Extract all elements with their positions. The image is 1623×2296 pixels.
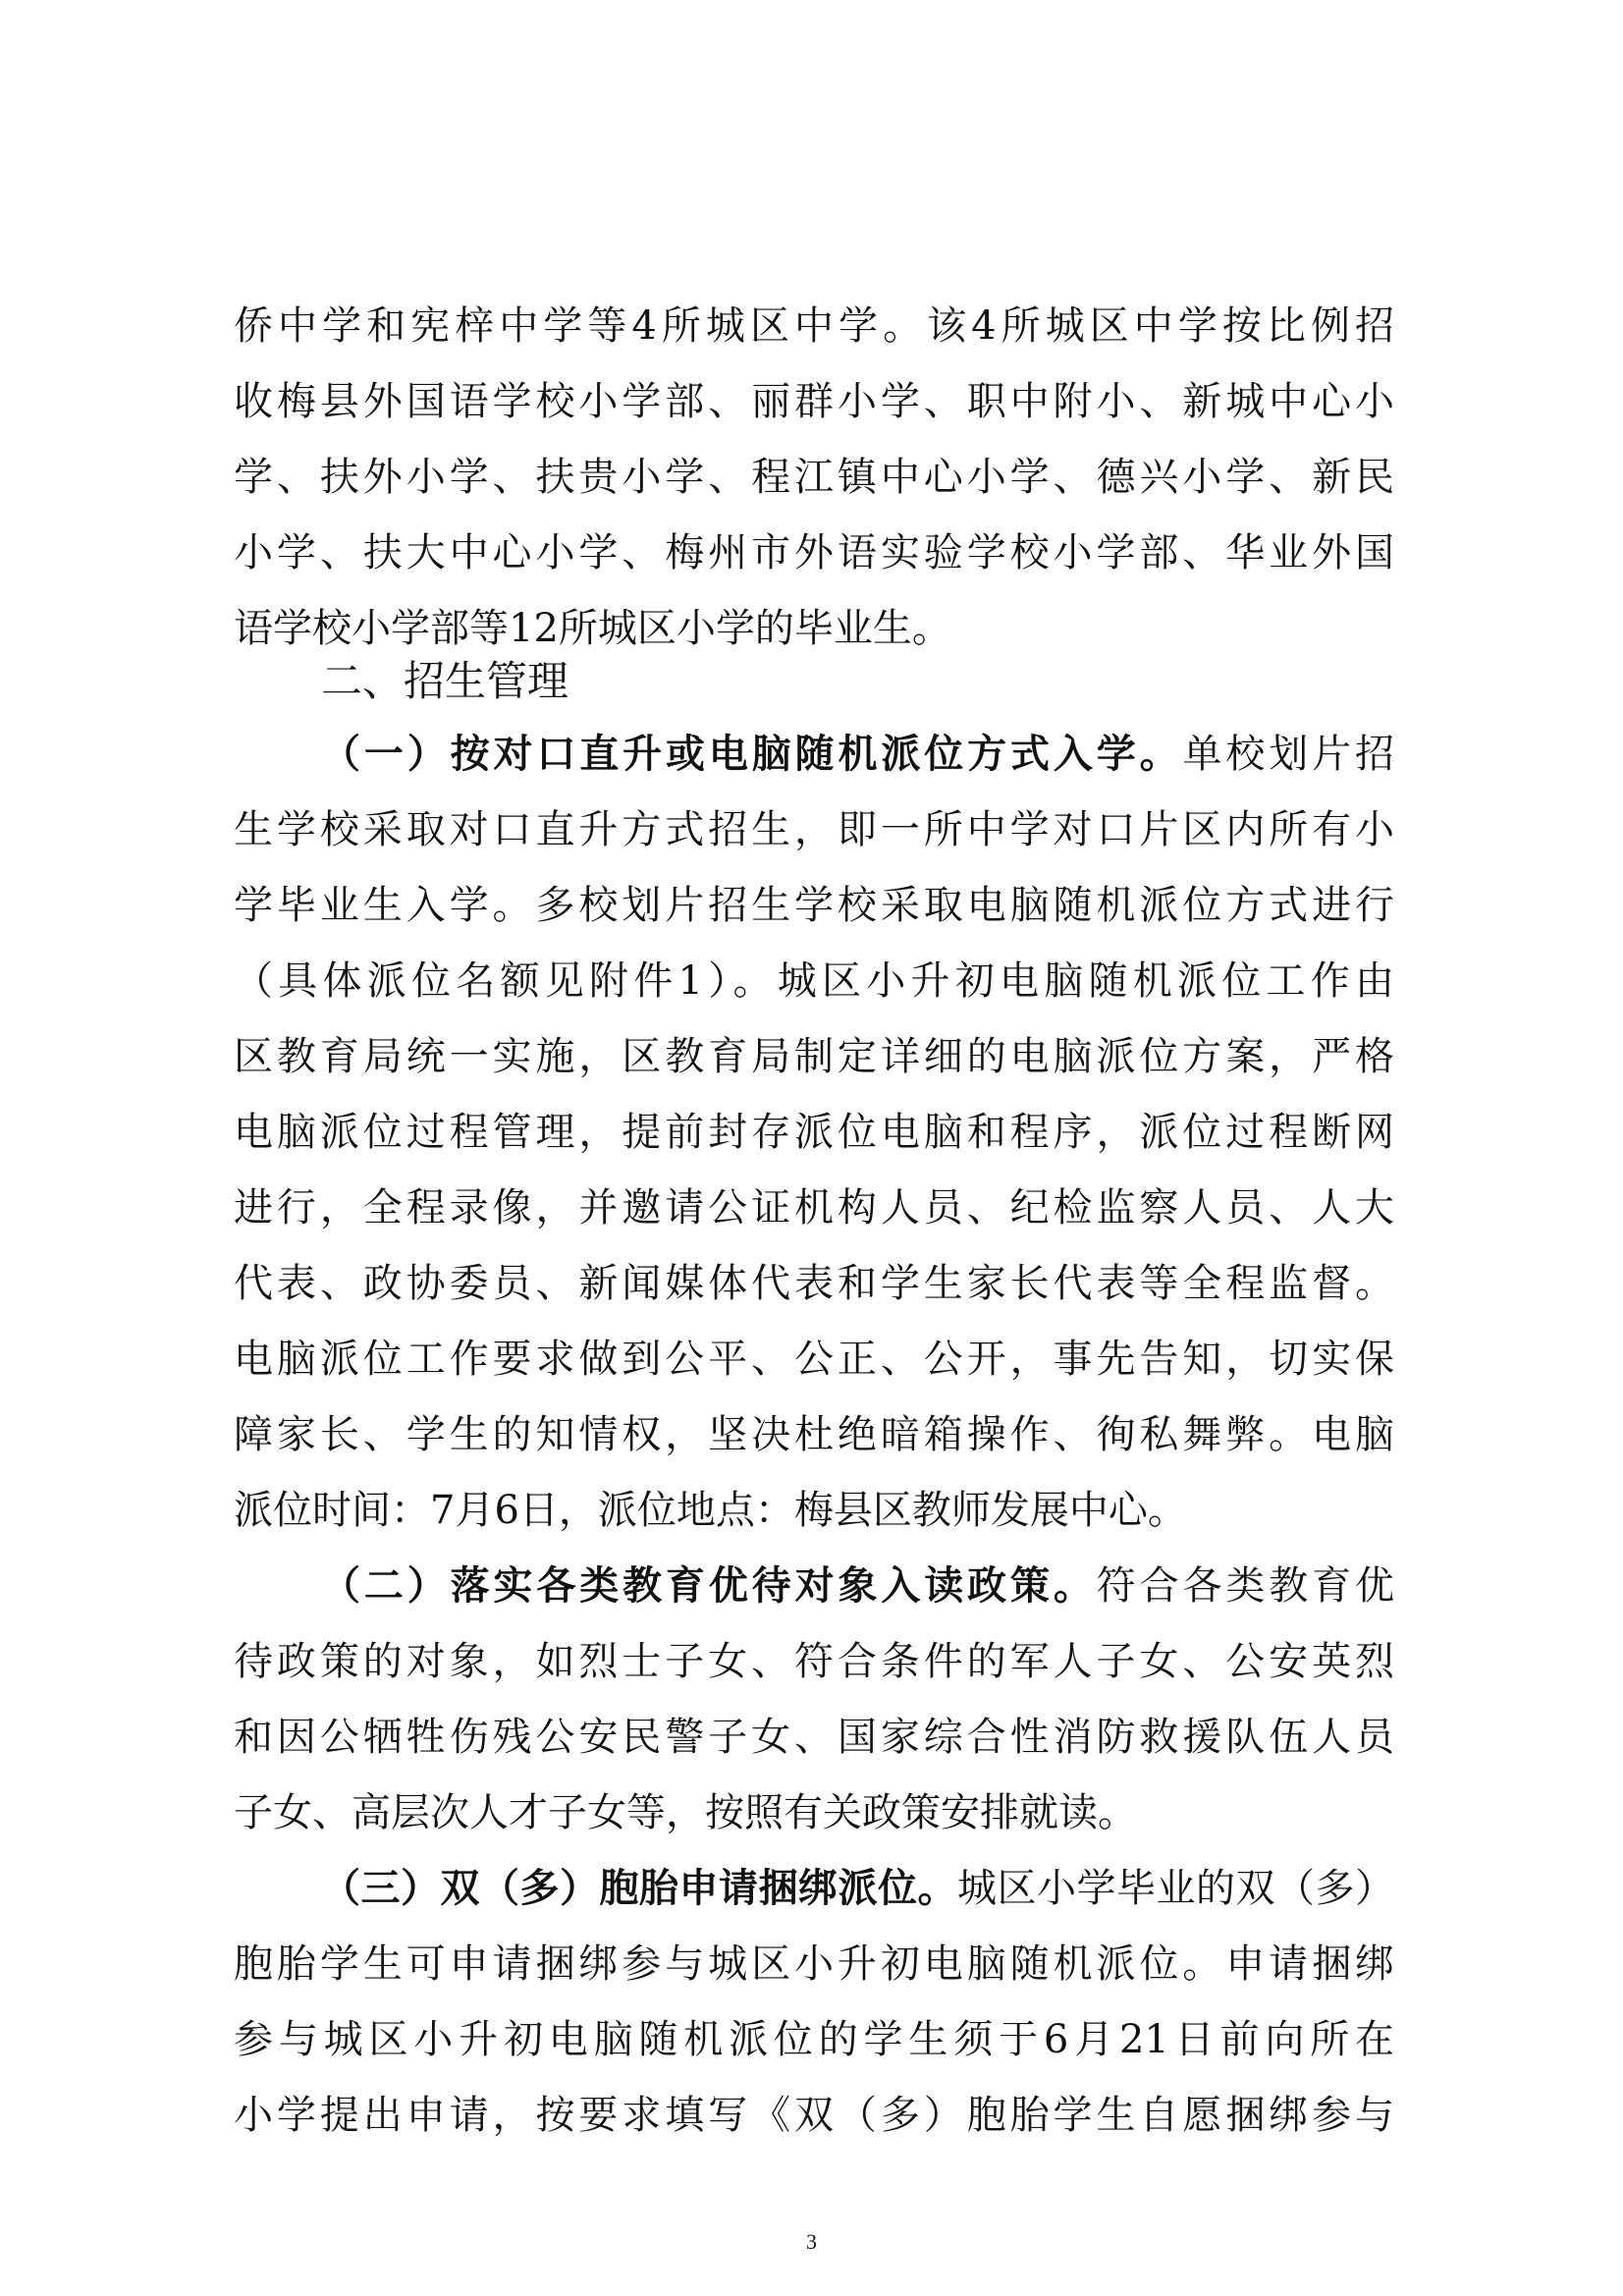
item1-line: 生学校采取对口直升方式招生，即一所中学对口片区内所有小	[234, 807, 1394, 852]
item1-line: 派位时间：7月6日，派位地点：梅县区教师发展中心。	[234, 1488, 1187, 1533]
item1-line: 进行，全程录像，并邀请公证机构人员、纪检监察人员、人大	[234, 1185, 1394, 1230]
item1-line: 代表、政协委员、新闻媒体代表和学生家长代表等全程监督。	[234, 1261, 1394, 1306]
item3-line: 小学提出申请，按要求填写《双（多）胞胎学生自愿捆绑参与	[234, 2093, 1394, 2138]
intro-line-1: 侨中学和宪梓中学等4所城区中学。该4所城区中学按比例招	[234, 303, 1394, 349]
intro-line-2: 收梅县外国语学校小学部、丽群小学、职中附小、新城中心小	[234, 379, 1394, 424]
item3-first-text: 城区小学毕业的双（多）	[957, 1866, 1394, 1911]
item3-line: 胞胎学生可申请捆绑参与城区小升初电脑随机派位。申请捆绑	[234, 1941, 1394, 1987]
item2-line: 子女、高层次人才子女等，按照有关政策安排就读。	[234, 1790, 1137, 1835]
item2-first-text: 符合各类教育优	[1096, 1563, 1394, 1609]
item1-line: （具体派位名额见附件1）。城区小升初电脑随机派位工作由	[234, 958, 1394, 1004]
item1-line: 电脑派位工作要求做到公平、公正、公开，事先告知，切实保	[234, 1337, 1394, 1382]
item2-line: 待政策的对象，如烈士子女、符合条件的军人子女、公安英烈	[234, 1639, 1394, 1684]
intro-line-5: 语学校小学部等12所城区小学的毕业生。	[234, 606, 951, 651]
item1-line: 电脑派位过程管理，提前封存派位电脑和程序，派位过程断网	[234, 1110, 1394, 1155]
item1-heading: （一）按对口直升或电脑随机派位方式入学。	[321, 732, 1183, 777]
page-number: 3	[806, 2229, 817, 2254]
section-heading: 二、招生管理	[321, 657, 569, 705]
item2-heading: （二）落实各类教育优待对象入读政策。	[321, 1563, 1097, 1609]
item2-first-line	[321, 1560, 1394, 1612]
item3-line: 参与城区小升初电脑随机派位的学生须于6月21日前向所在	[234, 2017, 1394, 2062]
item3-heading: （三）双（多）胞胎申请捆绑派位。	[321, 1866, 957, 1911]
item1-line: 障家长、学生的知情权，坚决杜绝暗箱操作、徇私舞弊。电脑	[234, 1412, 1394, 1457]
item1-first-line	[321, 729, 1394, 780]
item3-first-line	[321, 1863, 1394, 1914]
item1-line: 区教育局统一实施，区教育局制定详细的电脑派位方案，严格	[234, 1034, 1394, 1079]
item1-first-text: 单校划片招	[1182, 732, 1394, 777]
item2-line: 和因公牺牲伤残公安民警子女、国家综合性消防救援队伍人员	[234, 1715, 1394, 1760]
intro-line-3: 学、扶外小学、扶贵小学、程江镇中心小学、德兴小学、新民	[234, 455, 1394, 500]
item1-line: 学毕业生入学。多校划片招生学校采取电脑随机派位方式进行	[234, 883, 1394, 928]
intro-line-4: 小学、扶大中心小学、梅州市外语实验学校小学部、华业外国	[234, 530, 1394, 575]
